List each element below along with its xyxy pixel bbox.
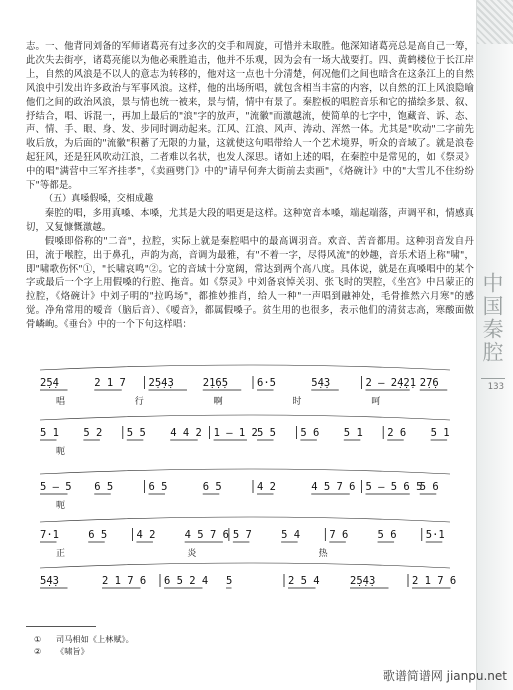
score-note-group: 6 5 (202, 481, 222, 493)
score-note-group: 5 2 (83, 427, 103, 439)
paragraph: 秦腔的唱，多用真嗓、本嗓，尤其是大段的唱更是这样。这种宽音本嗓，端起端落，声调平和，情感真切，又复慷慨激越。 (26, 207, 474, 233)
score-note-group: 4 2 (257, 481, 276, 493)
score-note-group: 5 1 (40, 427, 59, 439)
score-note-group: 5 4 (281, 529, 301, 541)
score-note-group: 5 (226, 575, 233, 587)
score-note-group: 2 1 7 6 (102, 575, 147, 587)
side-title: 中国秦腔 (480, 272, 504, 364)
lyric-syllable: 正 (56, 549, 66, 559)
score-note-group: 1 — 1 2 (213, 427, 258, 439)
lyric-syllable: 啊 (213, 397, 223, 407)
score-note-group: 2 1 7 (94, 377, 126, 389)
score-note-group: 4 5 7 6 (184, 529, 229, 541)
slur (40, 563, 450, 568)
score-note-group: 5 7 (232, 529, 252, 541)
page-number: 133 (487, 382, 504, 392)
lyric-syllable: 呵 (371, 397, 381, 407)
lyric-syllable: 呃 (56, 447, 66, 457)
slur (40, 365, 450, 370)
score-note-group: 2̣5̣4̣3 (350, 575, 376, 587)
paragraph: 假嗓即俗称的"二音"，拉腔，实际上就是秦腔唱中的最高调羽音。欢音、苦音都用。这种羽音发自丹田，流于喉腔，出于鼻孔，声韵为高，音调为最雅，有"不着一字，尽得风流"的妙趣，音乐术语上称"啸"，即"啸歌伤怀"①，"长啸哀鸣"②。它的音域十分宽阔，常达到两个高八度。具体说，就是在真嗓唱中的某个字或最后一个字上用假嗓的行腔、拖音。如《祭灵》中刘备哀悼关羽、张飞时的哭腔，《坐宫》中吕蒙正的拉腔，《烙碗计》中刘子明的"拉呜场"，都推妙推肖，给人一种"一声唱到融神处，毛骨推然六月寒"的感觉。净角常用的嗳音（脑后音）、《嗳音》，都属假嗓子。贫生用的也很多，表示他们的清贫志高，寒酸面傲骨嶙峋。《垂台》中的一个下句这样唱： (26, 235, 474, 331)
lyric-syllable: 时 (292, 397, 302, 407)
score-note-group: 5 6 (377, 529, 397, 541)
score-note-group: 2 6 (387, 427, 407, 439)
score-note-group: 2 — 2̣4̣2̣1 (365, 377, 417, 389)
footnote-rule (26, 626, 96, 627)
score-note-group: 5 1 (430, 427, 450, 439)
score-note-group: 5 5 (257, 427, 276, 439)
score-note-group: 2̣5̣4̣3 (148, 377, 174, 389)
lyric-syllable: 唱 (56, 397, 66, 407)
score-note-group: 5 6 (300, 427, 320, 439)
score-note-group: 2̣1̣6̣5 (202, 377, 229, 389)
score-note-group: 2̣5̣4 (40, 377, 59, 389)
score-note-group: 2̣7̣6 (419, 377, 439, 389)
score-note-group: 6·5 (257, 377, 276, 389)
score-note-group: 5 — 5 (40, 481, 72, 493)
footnote-1: ① 司马相如《上林赋》。 (34, 634, 134, 644)
score-note-group: 7 6 (329, 529, 349, 541)
lyric-syllable: 热 (318, 549, 328, 559)
score-note-group: 4 2 (136, 529, 156, 541)
paragraph: 志。一、他背同刘备的军师诸葛亮有过多次的交手和周旋，可惜并未取胜。他深知诸葛亮总是高自己一筹，此次失去街亭，诸葛亮能以为他必乘胜追击，他并不乐观，因为会有一场大战要打。四、黄鹤楼位于长江岸上，自然的风浪是不以人的意志为转移的，他对这一点也十分清楚，何况他们之间也暗含在这条江上的自然风浪中引发出许多政治与军事风浪。这样，他的出场所唱，就包含相当丰富的内容，以自然的江上风浪隐喻他们之间的政治风浪，景与情也统一被来，景与情，情中有景了。秦腔板的唱腔音乐和它的描绘多景、叙、抒结合，唱、诉混一，再加上最后的"浪"字的放声，"流徽"而激越流，使简单的七字中，饱藏音、诉、态、声、情、手、眼、身、发、步同时调动起来。江风、江浪、风声、涛动、浑然一体。尤其是"吹动"二字前先收后放，为后面的"流徽"积蓄了无限的力量，这就使这句唱带给人一个艺术境界，听众的音域了。就是浪卷起狂风，还是狂风吹动江浪，二者难以名状，也发人深思。诸如上述的唱，在秦腔中是常见的，如《祭灵》中的唱"满营中三军齐挂孝"，《卖画劈门》中的"请早何奔大街前去卖画"，《烙碗计》中的"大雪儿不住纷纷下"等都是。 (26, 41, 474, 192)
slur (40, 517, 450, 522)
score-note-group: 4 4 2 (170, 427, 202, 439)
score-note-group: 5 5 (126, 427, 146, 439)
slur (40, 469, 450, 474)
score-note-group: 5·1 (425, 529, 445, 541)
score-note-group: 4 5 7 6 (311, 481, 356, 493)
slur (40, 415, 450, 420)
footnote-2: ② 《啸旨》 (34, 646, 89, 656)
watermark: 歌谱简谱网 jianpu.net (382, 669, 507, 683)
lyric-syllable: 行 (134, 397, 144, 407)
score-note-group: 2 1 7 6 (412, 575, 457, 587)
score-note-group: 6 5 2 4 (164, 575, 209, 587)
footnotes (34, 633, 134, 657)
score-note-group: 5 — 5 6 5 (365, 481, 423, 493)
score-note-group: 6 5 (94, 481, 114, 493)
section-heading: （五）真嗓假嗓，交相成趣 (44, 193, 154, 204)
score-note-group: 6 5 (148, 481, 168, 493)
score-note-group: 5 1 (343, 427, 363, 439)
lyric-syllable: 呃 (56, 501, 66, 511)
lyric-syllable: 炎 (187, 549, 197, 559)
score-note-group: 5̣4̣3 (40, 575, 59, 587)
score-note-group: 7·1 (40, 529, 59, 541)
score-note-group: 5 6 (419, 481, 439, 493)
score-note-group: 2 5 4 (288, 575, 320, 587)
score-note-group: 6 5 (88, 529, 108, 541)
score-note-group: 5̣4̣3 (311, 377, 331, 389)
